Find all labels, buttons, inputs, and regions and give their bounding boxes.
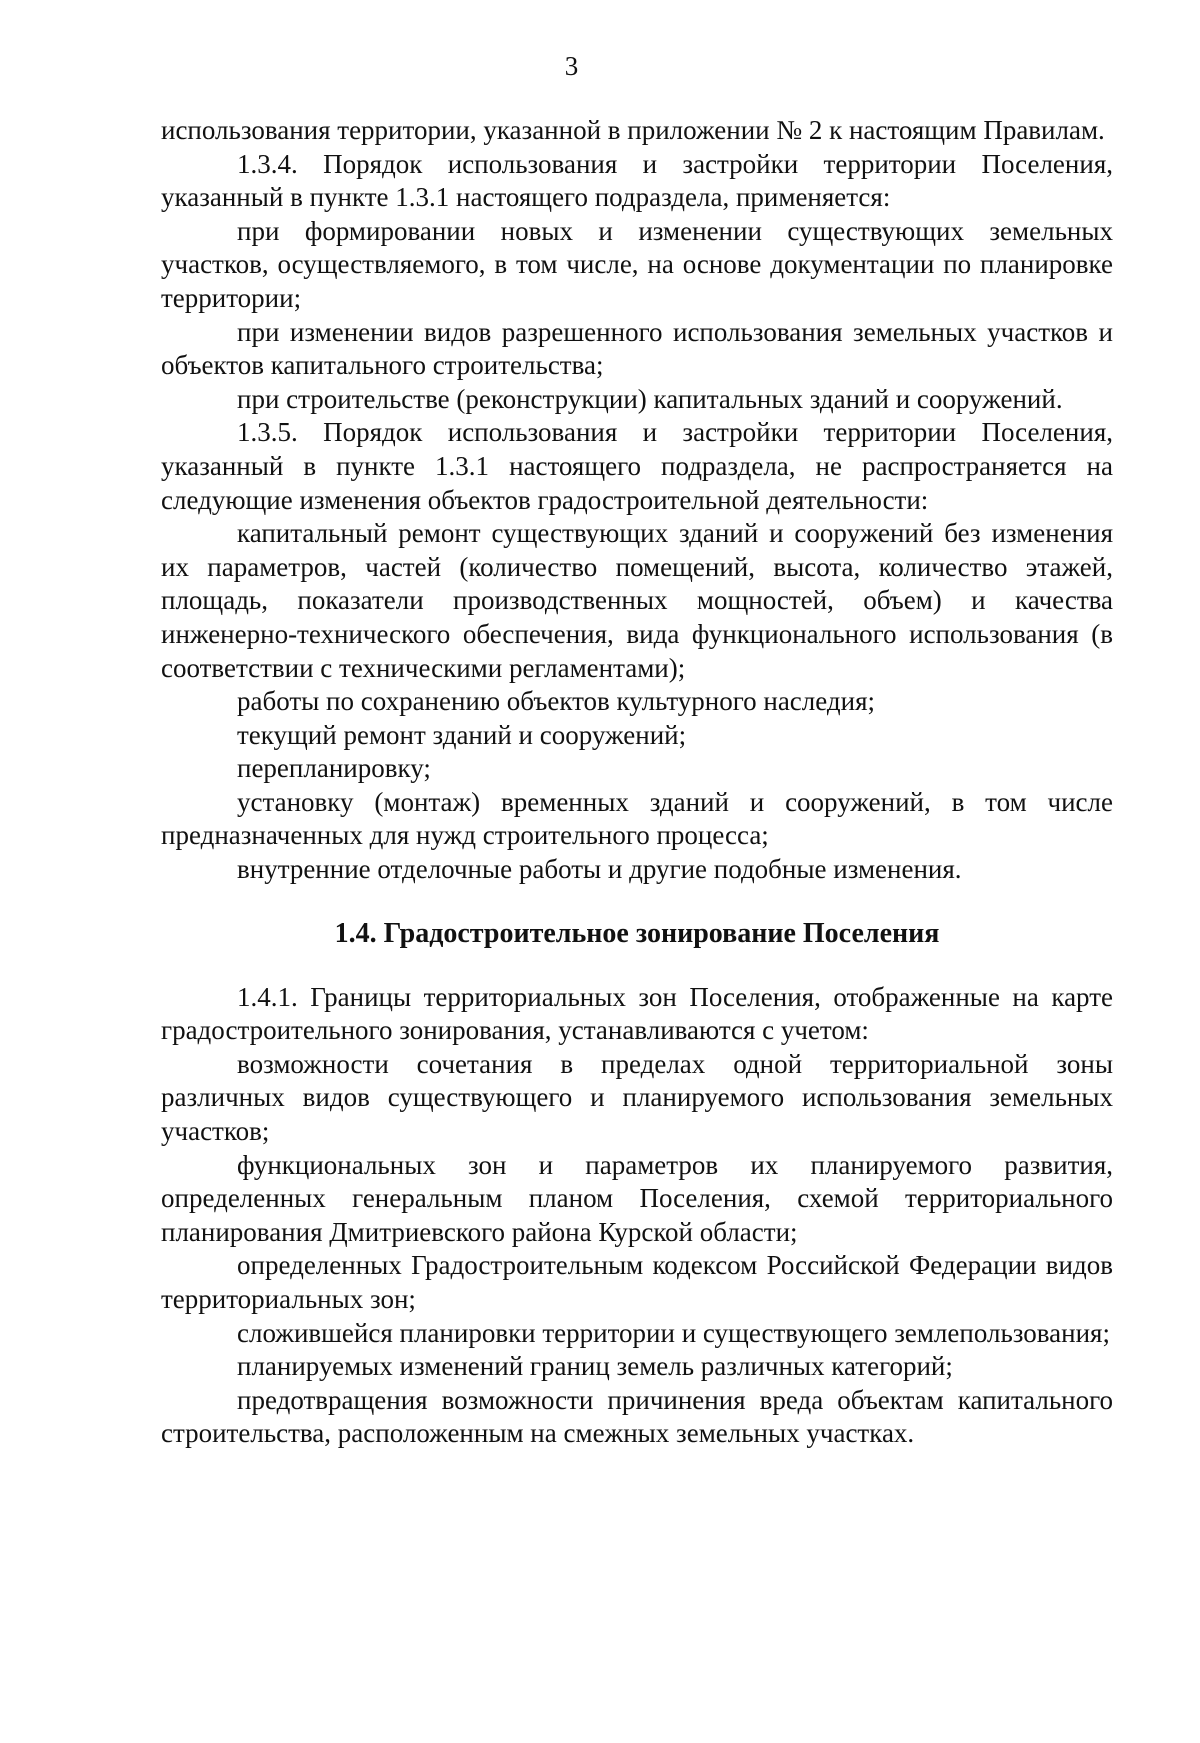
page-number: 3 <box>564 51 579 81</box>
paragraph: определенных Градостроительным кодексом Российской Федерации видов территориальных зон; <box>161 1250 1113 1314</box>
paragraph: перепланировку; <box>237 753 431 784</box>
section-1-3-text <box>161 114 1113 887</box>
paragraph: предотвращения возможности причинения вреда объектам капитального строительства, расположенным на смежных земельных участках. <box>161 1384 1113 1449</box>
paragraph: планируемых изменений границ земель различных категорий; <box>237 1351 953 1382</box>
section-heading: 1.4. Градостроительное зонирование Поселения <box>334 917 940 949</box>
paragraph: при формировании новых и изменении существующих земельных участков, осуществляемого, в том числе, на основе документации по планировке территории; <box>161 215 1113 313</box>
paragraph: сложившейся планировки территории и существующего землепользования; <box>237 1317 1110 1348</box>
paragraph: при строительстве (реконструкции) капитальных зданий и сооружений. <box>237 383 1063 414</box>
paragraph: работы по сохранению объектов культурного наследия; <box>237 686 875 717</box>
paragraph: 1.3.5. Порядок использования и застройки территории Поселения, указанный в пункте 1.3.1 настоящего подраздела, не распространяется на следующие изменения объектов градостроительной деятельности: <box>161 417 1113 515</box>
paragraph: возможности сочетания в пределах одной территориальной зоны различных видов существующего и планируемого использования земельных участков; <box>161 1048 1113 1147</box>
paragraph: 1.4.1. Границы территориальных зон Поселения, отображенные на карте градостроительного зонирования, устанавливаются с учетом: <box>161 981 1113 1046</box>
document-body <box>161 114 1113 1451</box>
paragraph: текущий ремонт зданий и сооружений; <box>237 719 687 750</box>
paragraph: функциональных зон и параметров их планируемого развития, определенных генеральным планом Поселения, схемой территориального планирования Дмитриевского района Курской области; <box>161 1149 1113 1247</box>
paragraph: внутренние отделочные работы и другие подобные изменения. <box>237 854 962 885</box>
paragraph: использования территории, указанной в приложении № 2 к настоящим Правилам. <box>161 115 1105 145</box>
paragraph: установку (монтаж) временных зданий и сооружений, в том числе предназначенных для нужд строительного процесса; <box>161 786 1113 851</box>
paragraph: 1.3.4. Порядок использования и застройки территории Поселения, указанный в пункте 1.3.1 настоящего подраздела, применяется: <box>161 148 1113 213</box>
paragraph: капитальный ремонт существующих зданий и сооружений без изменения их параметров, частей (количество помещений, высота, количество этажей, площадь, показатели производственных мощностей, объем) и качества инженерно-технического обеспечения, вида функционального использования (в соответствии с техническими регламентами); <box>161 518 1113 683</box>
paragraph: при изменении видов разрешенного использования земельных участков и объектов капитального строительства; <box>161 316 1113 381</box>
section-1-4-text <box>161 981 1113 1451</box>
